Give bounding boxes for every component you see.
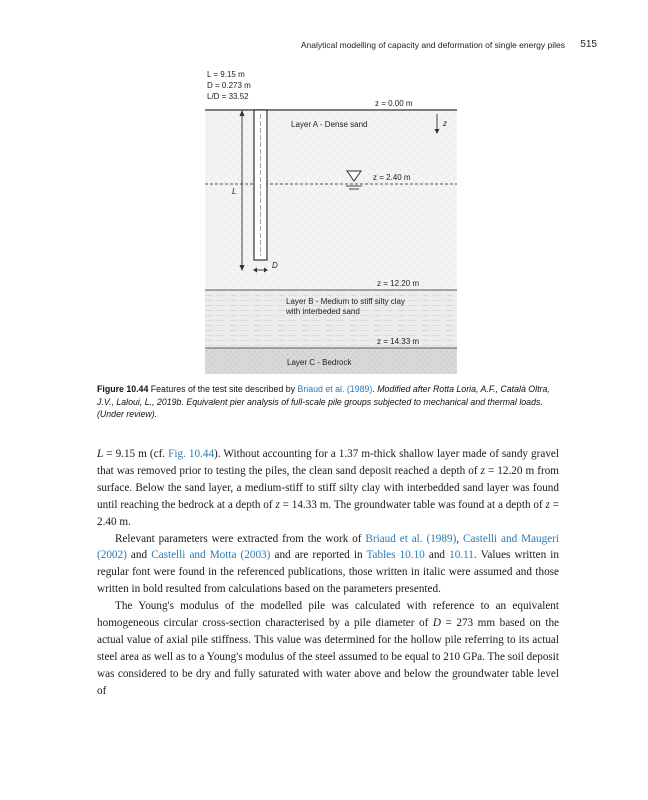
page-header	[0, 38, 648, 52]
paragraph-3: The Young's modulus of the modelled pile was calculated with reference to an equivalent homogeneous circular cross-section characterised by a pile diameter of D = 273 mm based on the actual value of axial pile stiffness. This value was determined for the hollow pile referring to its actual steel area as well as to a Young's modulus of the steel assumed to be equal to 210 GPa. The soil deposit was considered to be dry and fully saturated with water above and below the groundwater table level of	[97, 600, 560, 697]
layer-a-region	[205, 110, 457, 290]
table-ref-link-10-10[interactable]: Tables 10.10	[366, 549, 425, 562]
page-number: 515	[580, 39, 597, 50]
caption-label: Figure 10.44	[97, 384, 149, 394]
caption-source: Modified after Rotta Loria, A.F., Català Oltra, J.V., Laloui, L., 2019b. Equivalent pier analysis of full-scale pile groups subjected to mechanical and thermal loads. (Under review).	[97, 384, 550, 420]
figure-test-site	[205, 68, 457, 374]
z-surface-label: z = 0.00 m	[375, 99, 413, 108]
running-title: Analytical modelling of capacity and deformation of single energy piles	[300, 40, 565, 50]
paragraph-2: Relevant parameters were extracted from the work of Briaud et al. (1989), Castelli and Maugeri (2002) and Castelli and Motta (2003) and are reported in Tables 10.10 and 10.11. Values written in regular font were found in the referenced publications, those written in italic were assumed and those written in bold resulted from calculations based on the parameters presented.	[97, 532, 559, 596]
paragraph-1: L = 9.15 m (cf. Fig. 10.44). Without accounting for a 1.37 m-thick shallow layer made of sandy gravel that was removed prior to testing the piles, the clean sand deposit reached a depth of z = 12.20 m from surface. Below the sand layer, a medium-stiff to stiff silty clay with interbedded sand layer was found until reaching the bedrock at a depth of z = 14.33 m. The groundwater table was found at a depth of z = 2.40 m.	[97, 448, 559, 528]
caption-text-2: .	[372, 384, 378, 394]
figure-caption	[97, 383, 559, 421]
dim-l-label: L	[232, 187, 237, 196]
layer-c-label: Layer C - Bedrock	[287, 358, 352, 367]
table-ref-link-10-11[interactable]: 10.11	[449, 549, 474, 562]
layer-a-label: Layer A - Dense sand	[291, 120, 368, 129]
param-l: L = 9.15 m	[207, 70, 245, 79]
z-axis-label: z	[443, 119, 447, 128]
body-text	[97, 446, 559, 700]
param-d: D = 0.273 m	[207, 81, 251, 90]
dim-d-label: D	[272, 261, 278, 270]
fig-ref-link[interactable]: Fig. 10.44	[168, 448, 215, 460]
layer-b-label-line1: Layer B - Medium to stiff silty clay	[286, 297, 405, 306]
caption-text-1: Features of the test site described by	[148, 384, 298, 394]
param-ld: L/D = 33.52	[207, 92, 249, 101]
ref-link-castelli-maugeri[interactable]: Castelli and Maugeri (2002)	[97, 532, 559, 562]
z-layer-c-label: z = 14.33 m	[377, 337, 420, 346]
caption-ref-link[interactable]: Briaud et al. (1989)	[297, 384, 373, 394]
ref-link-briaud[interactable]: Briaud et al. (1989)	[365, 532, 457, 545]
z-water-label: z = 2.40 m	[373, 173, 411, 182]
ref-link-castelli-motta[interactable]: Castelli and Motta (2003)	[151, 549, 271, 562]
layer-b-label-line2: with interbeded sand	[286, 307, 360, 316]
z-layer-b-label: z = 12.20 m	[377, 279, 420, 288]
